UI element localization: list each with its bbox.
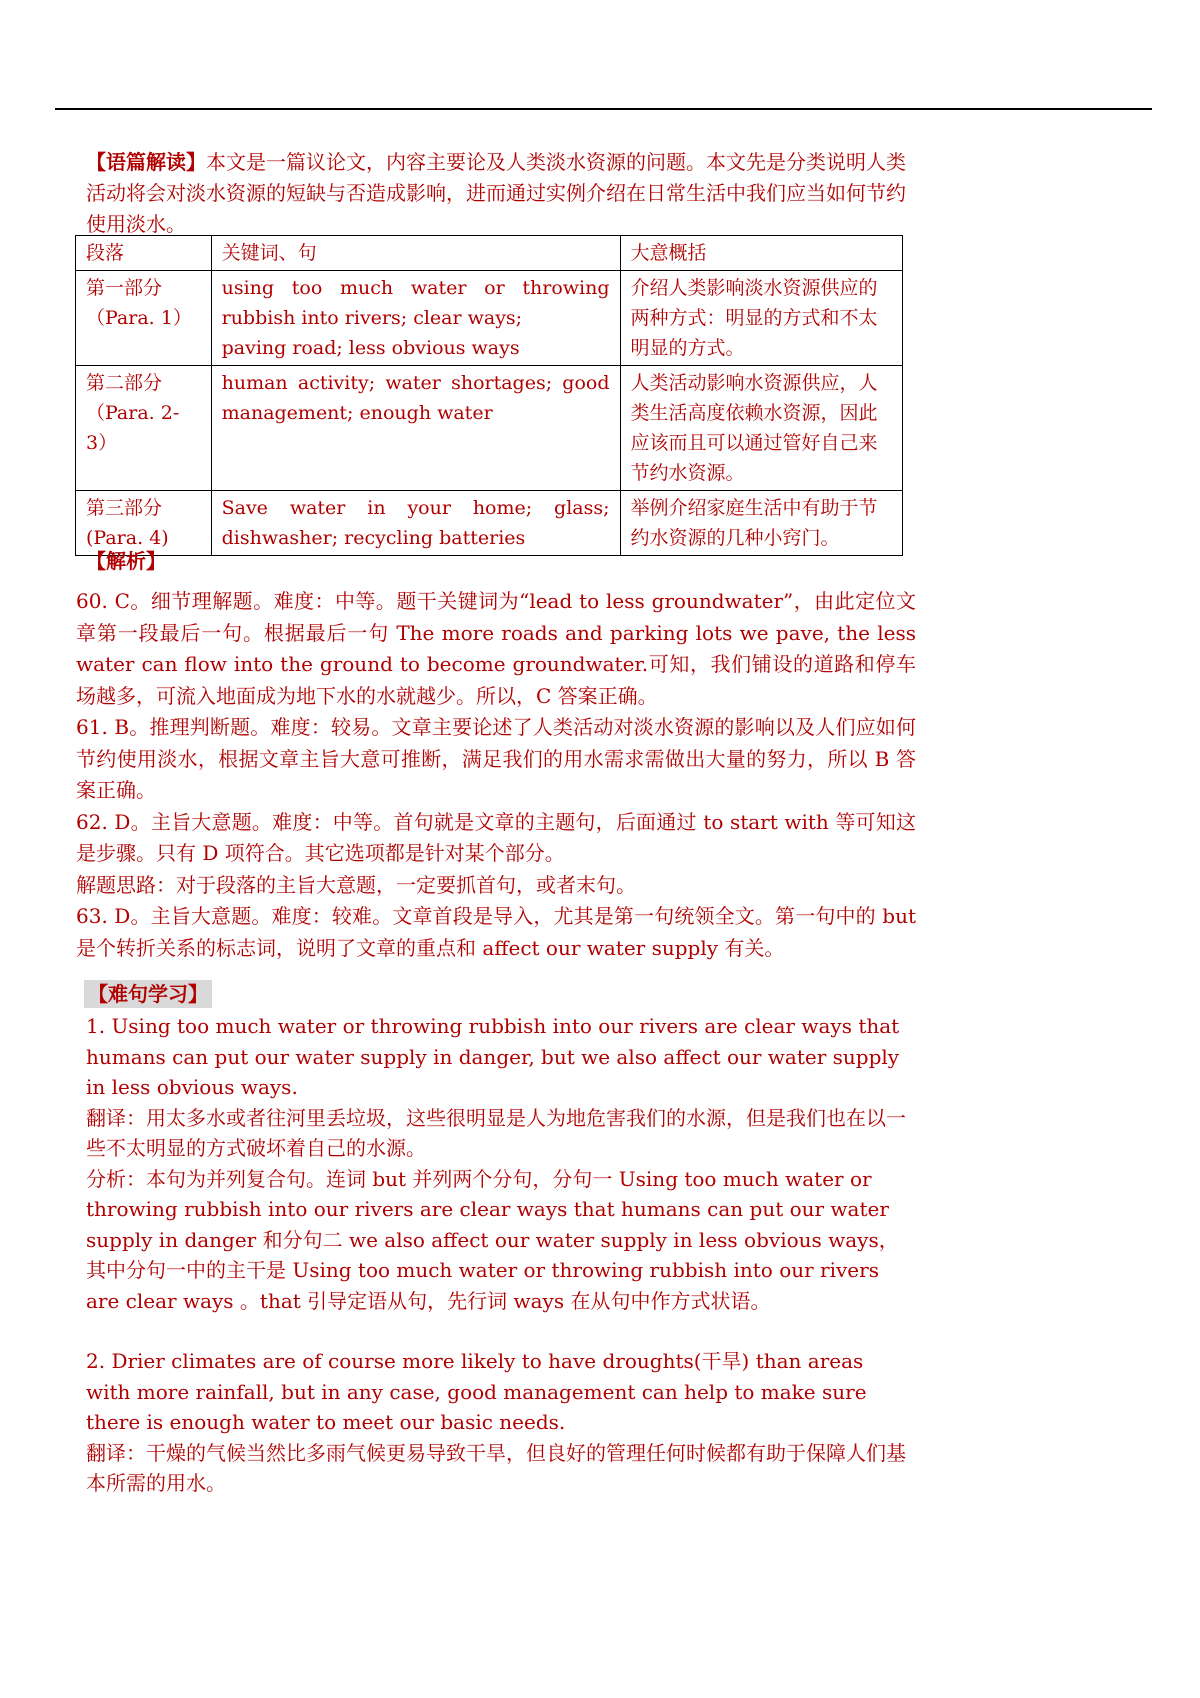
paragraph-cell bbox=[76, 271, 212, 366]
keywords-cell bbox=[211, 271, 620, 366]
answer-63: 63. D。主旨大意题。难度：较难。文章首段是导入，尤其是第一句统领全文。第一句中的 but 是个转折关系的标志词，说明了文章的重点和 affect our water supply 有关。 bbox=[76, 904, 916, 960]
solving-tip: 解题思路：对于段落的主旨大意题，一定要抓首句，或者末句。 bbox=[76, 872, 636, 897]
keywords-cell bbox=[211, 491, 620, 556]
answer-analysis bbox=[76, 586, 916, 964]
part-label: 第一部分 bbox=[86, 277, 163, 299]
para-label: （Para. 1） bbox=[86, 307, 192, 329]
keyword-line: human activity; water shortages; good management; enough water bbox=[221, 372, 610, 424]
table-header-row bbox=[76, 236, 903, 271]
translation-2: 翻译：干燥的气候当然比多雨气候更易导致干旱，但良好的管理任何时候都有助于保障人们基本所需的用水。 bbox=[86, 1440, 906, 1495]
summary-cell: 人类活动影响水资源供应，人类生活高度依赖水资源，因此应该而且可以通过管好自己来节约水资源。 bbox=[620, 366, 902, 491]
para-label: （Para. 2-3） bbox=[86, 402, 180, 454]
header-paragraph: 段落 bbox=[76, 236, 212, 271]
part-label: 第三部分 bbox=[86, 497, 163, 519]
part-label: 第二部分 bbox=[86, 372, 163, 394]
answer-61: 61. B。推理判断题。难度：较易。文章主要论述了人类活动对淡水资源的影响以及人们应如何节约使用淡水，根据文章主旨大意可推断，满足我们的用水需求需做出大量的努力，所以 B 答案正确。 bbox=[76, 715, 916, 802]
summary-cell: 举例介绍家庭生活中有助于节约水资源的几种小窍门。 bbox=[620, 491, 902, 556]
sentence-1: 1. Using too much water or throwing rubbish into our rivers are clear ways that humans can put our water supply in danger, but we also affect our water supply in less obvious ways. bbox=[86, 1014, 900, 1099]
para-label: (Para. 4) bbox=[86, 527, 169, 549]
keyword-line: using too much water or throwing rubbish into rivers; clear ways; bbox=[221, 277, 610, 329]
translation-1: 翻译：用太多水或者往河里丢垃圾，这些很明显是人为地危害我们的水源，但是我们也在以一些不太明显的方式破坏着自己的水源。 bbox=[86, 1105, 906, 1160]
keywords-cell bbox=[211, 366, 620, 491]
overview-text: 本文是一篇议论文，内容主要论及人类淡水资源的问题。本文先是分类说明人类活动将会对淡水资源的短缺与否造成影响，进而通过实例介绍在日常生活中我们应当如何节约使用淡水。 bbox=[86, 150, 906, 236]
structure-table bbox=[75, 235, 903, 556]
difficult-sentences-label: 【难句学习】 bbox=[84, 980, 212, 1008]
passage-overview bbox=[86, 147, 906, 240]
analysis-label: 【解析】 bbox=[86, 549, 166, 573]
table-row bbox=[76, 271, 903, 366]
header-rule bbox=[55, 108, 1152, 110]
table-row bbox=[76, 366, 903, 491]
keyword-line: Save water in your home; glass; dishwasher; recycling batteries bbox=[221, 497, 610, 549]
overview-label: 【语篇解读】 bbox=[86, 150, 206, 174]
difficult-sentences bbox=[86, 1011, 906, 1499]
answer-60: 60. C。细节理解题。难度：中等。题干关键词为“lead to less groundwater”，由此定位文章第一段最后一句。根据最后一句 The more roads and parking lots we pave, the less water can flow into the ground to become groundwater.可知，我们铺设的道路和停车场越多，可流入地面成为地下水的水就越少。所以，C 答案正确。 bbox=[76, 589, 916, 708]
answer-62: 62. D。主旨大意题。难度：中等。首句就是文章的主题句，后面通过 to start with 等可知这是步骤。只有 D 项符合。其它选项都是针对某个部分。 bbox=[76, 809, 916, 865]
sentence-2: 2. Drier climates are of course more likely to have droughts(干旱) than areas with more rainfall, but in any case, good management can help to make sure there is enough water to meet our basic needs. bbox=[86, 1349, 867, 1434]
summary-cell: 介绍人类影响淡水资源供应的两种方式：明显的方式和不太明显的方式。 bbox=[620, 271, 902, 366]
header-summary: 大意概括 bbox=[620, 236, 902, 271]
spacer bbox=[86, 1316, 906, 1346]
paragraph-cell bbox=[76, 366, 212, 491]
keyword-line: paving road; less obvious ways bbox=[221, 337, 520, 359]
header-keywords: 关键词、句 bbox=[211, 236, 620, 271]
analysis-1: 分析：本句为并列复合句。连词 but 并列两个分句，分句一 Using too much water or throwing rubbish into our rivers are clear ways that humans can put our water supply in danger 和分句二 we also affect our water supply in less obvious ways，其中分句一中的主干是 Using too much water or throwing rubbish into our rivers are clear ways 。that 引导定语从句，先行词 ways 在从句中作方式状语。 bbox=[86, 1166, 899, 1313]
table-row bbox=[76, 491, 903, 556]
